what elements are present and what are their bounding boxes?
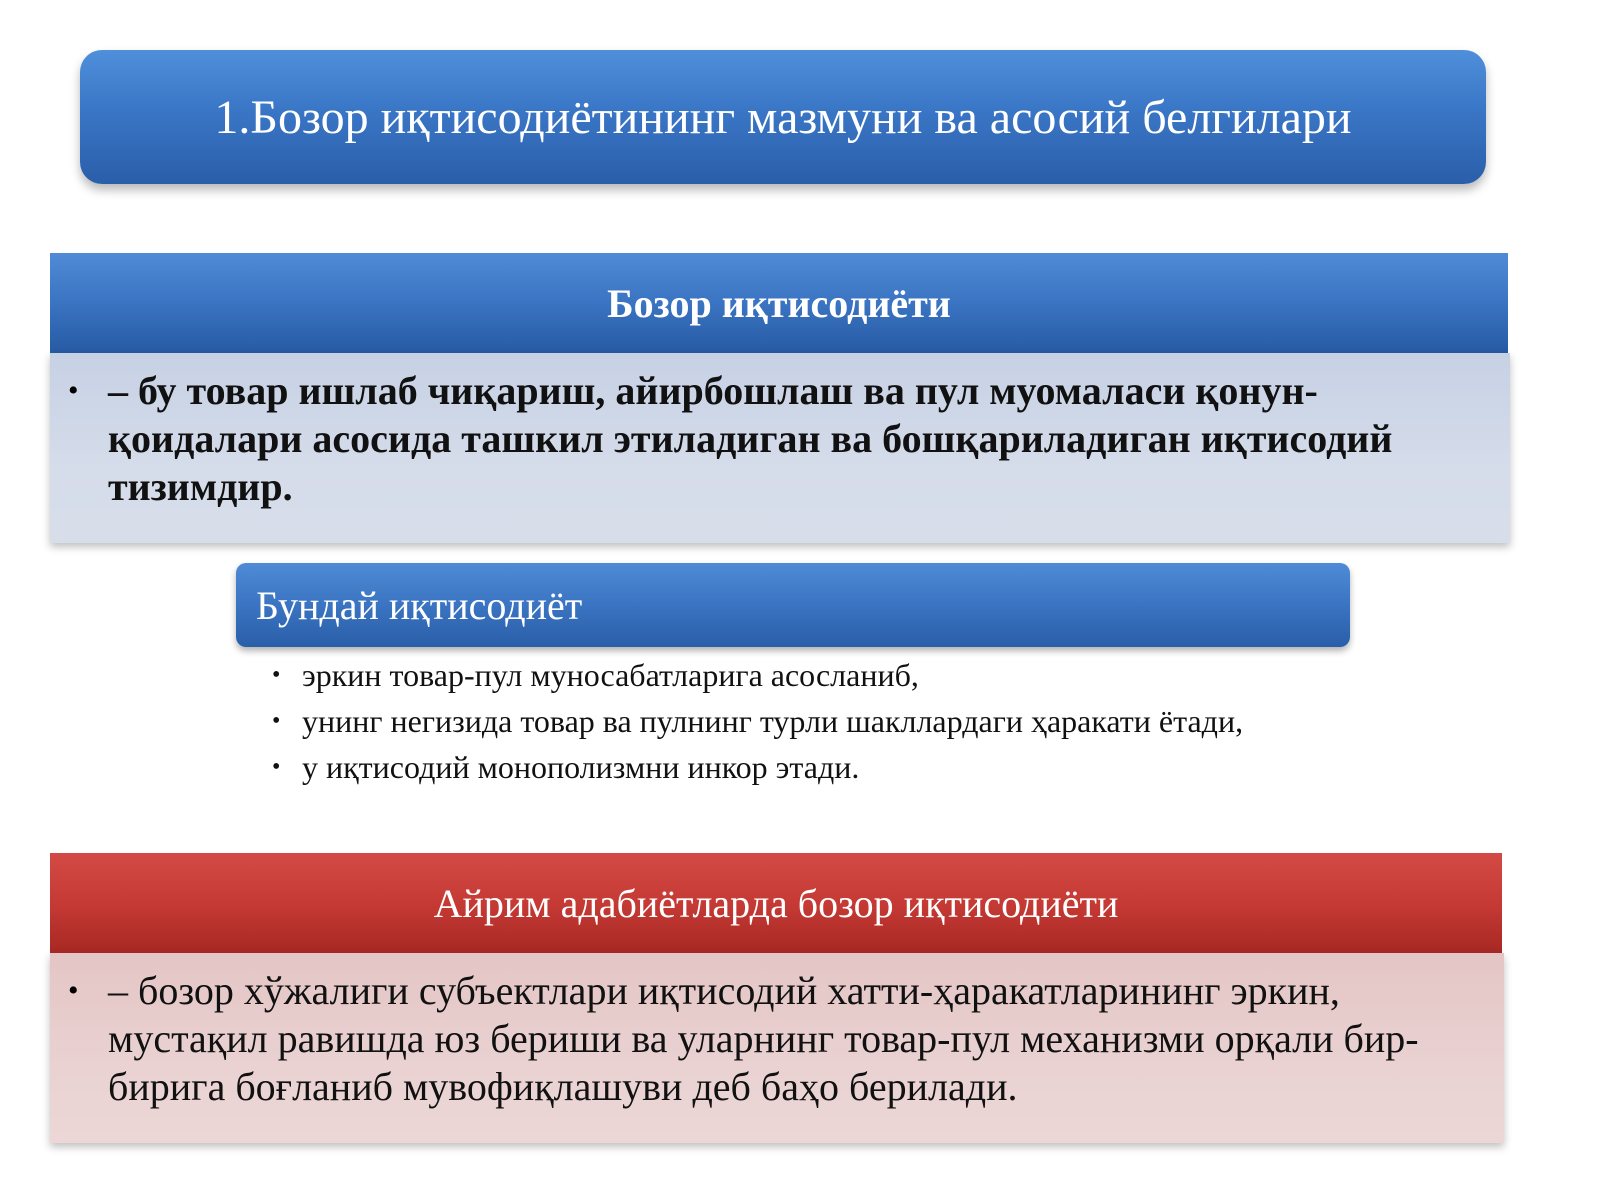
feature-text: эркин товар-пул муносабатларига асосланиб,: [302, 657, 919, 693]
bullet-icon: •: [68, 974, 79, 1007]
bullet-icon: •: [272, 708, 281, 734]
list-item: [272, 656, 1272, 694]
list-item: [272, 702, 1272, 740]
list-item: [272, 748, 1272, 786]
slide-title-box: [80, 50, 1486, 184]
slide-title: 1.Бозор иқтисодиётининг мазмуни ва асосий белгилари: [214, 90, 1352, 144]
alternative-bullet-row: [68, 967, 1468, 1111]
bullet-icon: •: [272, 754, 281, 780]
feature-text: унинг негизида товар ва пулнинг турли шакллардаги ҳаракати ётади,: [302, 703, 1244, 739]
definition-header: [50, 253, 1508, 353]
definition-text: – бу товар ишлаб чиқариш, айирбошлаш ва пул муомаласи қонун-қоидалари асосида ташкил этиладиган ва бошқариладиган иқтисодий тизимдир.: [108, 368, 1393, 509]
alternative-text: – бозор хўжалиги субъектлари иқтисодий хатти-ҳаракатларининг эркин, мустақил равишда юз бериши ва уларнинг товар-пул механизми орқали бир-бирига боғланиб мувофиқлашуви деб баҳо берилади.: [108, 968, 1419, 1109]
features-header-label: Бундай иқтисодиёт: [256, 582, 583, 628]
alternative-body: [50, 953, 1504, 1143]
definition-bullet-row: [68, 367, 1458, 511]
bullet-icon: •: [272, 662, 281, 688]
definition-header-label: Бозор иқтисодиёти: [607, 280, 951, 326]
bullet-icon: •: [68, 374, 79, 407]
alternative-header: [50, 853, 1502, 953]
features-header: [236, 563, 1350, 647]
definition-body: [50, 353, 1510, 543]
alternative-header-label: Айрим адабиётларда бозор иқтисодиёти: [433, 880, 1119, 926]
features-list: [272, 656, 1272, 794]
feature-text: у иқтисодий монополизмни инкор этади.: [302, 749, 860, 785]
